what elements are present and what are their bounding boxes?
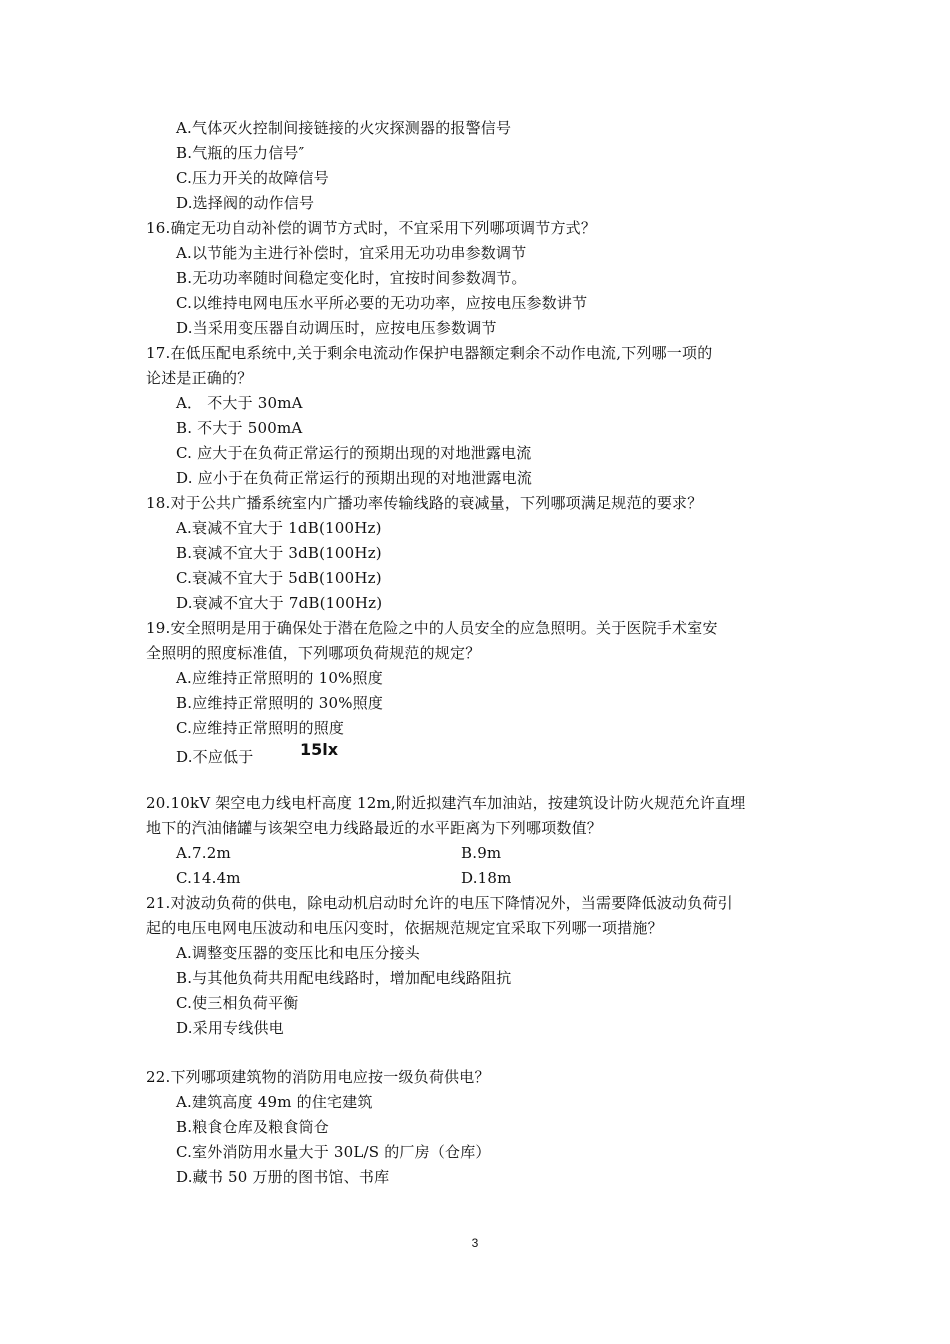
q16-option-b: B.无功功率随时间稳定变化时，宜按时间参数凋节。	[176, 269, 527, 287]
q16-option-a: A.以节能为主进行补偿时，宜采用无功功串参数调节	[176, 244, 527, 262]
q22-option-d: D.藏书 50 万册的图书馆、书库	[176, 1168, 390, 1186]
q17-option-c: C. 应大于在负荷正常运行的预期出现的对地泄露电流	[176, 444, 532, 462]
q16-option-c: C.以维持电网电压水平所必要的无功功率，应按电压参数讲节	[176, 294, 588, 312]
q21-stem-line1: 21.对波动负荷的供电，除电动机启动时允许的电压下降情况外，当需要降低波动负荷引	[146, 894, 733, 912]
q20-stem-line1: 20.10kV 架空电力线电杆高度 12m,附近拟建汽车加油站，按建筑设计防火规范允许直埋	[146, 794, 746, 812]
q19-stem-line2: 全照明的照度标准值，下列哪项负荷规范的规定？	[146, 644, 481, 662]
q17-stem-line2: 论述是正确的？	[146, 369, 253, 387]
q21-stem-line2: 起的电压电网电压波动和电压闪变时，依据规范规定宜采取下列哪一项措施？	[146, 919, 663, 937]
q21-option-a: A.调整变压器的变压比和电压分接头	[176, 944, 421, 962]
q22-stem: 22.下列哪项建筑物的消防用电应按一级负荷供电？	[146, 1068, 490, 1086]
q20-option-d: D.18m	[461, 869, 512, 887]
q18-option-c: C.衰减不宜大于 5dB(100Hz)	[176, 569, 382, 587]
q19-stem-line1: 19.安全照明是用于确保处于潜在危险之中的人员安全的应急照明。关于医院手术室安	[146, 619, 718, 637]
q20-option-a: A.7.2m	[176, 844, 231, 862]
q19-option-c: C.应维持正常照明的照度	[176, 719, 345, 737]
q19-option-b: B.应维持正常照明的 30%照度	[176, 694, 384, 712]
q18-option-b: B.衰减不宜大于 3dB(100Hz)	[176, 544, 382, 562]
q15-option-a: A.气体灭火控制间接链接的火灾探测器的报警信号	[176, 119, 512, 137]
page-number: 3	[471, 1236, 479, 1250]
q18-option-a: A.衰减不宜大于 1dB(100Hz)	[176, 519, 382, 537]
q17-option-d: D. 应小于在负荷正常运行的预期出现的对地泄露电流	[176, 469, 533, 487]
q16-option-d: D.当采用变压器自动调压时，应按电压参数调节	[176, 319, 497, 337]
q20-option-c: C.14.4m	[176, 869, 241, 887]
q15-option-b: B.气瓶的压力信号″	[176, 144, 305, 162]
q17-option-b: B. 不大于 500mA	[176, 419, 303, 437]
q21-option-d: D.采用专线供电	[176, 1019, 284, 1037]
q18-stem: 18.对于公共广播系统室内广播功率传输线路的衰减量，下列哪项满足规范的要求？	[146, 494, 703, 512]
q19-option-a: A.应维持正常照明的 10%照度	[176, 669, 383, 687]
q22-option-c: C.室外消防用水量大于 30L/S 的厂房（仓库）	[176, 1143, 491, 1161]
q16-stem: 16.确定无功自动补偿的调节方式时，不宜采用下列哪项调节方式？	[146, 219, 597, 237]
q20-stem-line2: 地下的汽油储罐与该架空电力线路最近的水平距离为下列哪项数值？	[146, 819, 603, 837]
q15-option-c: C.压力开关的故障信号	[176, 169, 329, 187]
q20-option-b: B.9m	[461, 844, 502, 862]
q18-option-d: D.衰减不宜大于 7dB(100Hz)	[176, 594, 383, 612]
q22-option-b: B.粮食仓库及粮食筒仓	[176, 1118, 329, 1136]
q17-option-a: A． 不大于 30mA	[176, 394, 303, 412]
q21-option-c: C.使三相负荷平衡	[176, 994, 299, 1012]
q19-option-d-value: 15lx	[300, 740, 339, 759]
q22-option-a: A.建筑高度 49m 的住宅建筑	[176, 1093, 373, 1111]
q15-option-d: D.选择阀的动作信号	[176, 194, 315, 212]
q17-stem-line1: 17.在低压配电系统中,关于剩余电流动作保护电器额定剩余不动作电流,下列哪一项的	[146, 344, 713, 362]
q21-option-b: B.与其他负荷共用配电线路时，增加配电线路阻抗	[176, 969, 512, 987]
q19-option-d: D.不应低于	[176, 748, 254, 766]
